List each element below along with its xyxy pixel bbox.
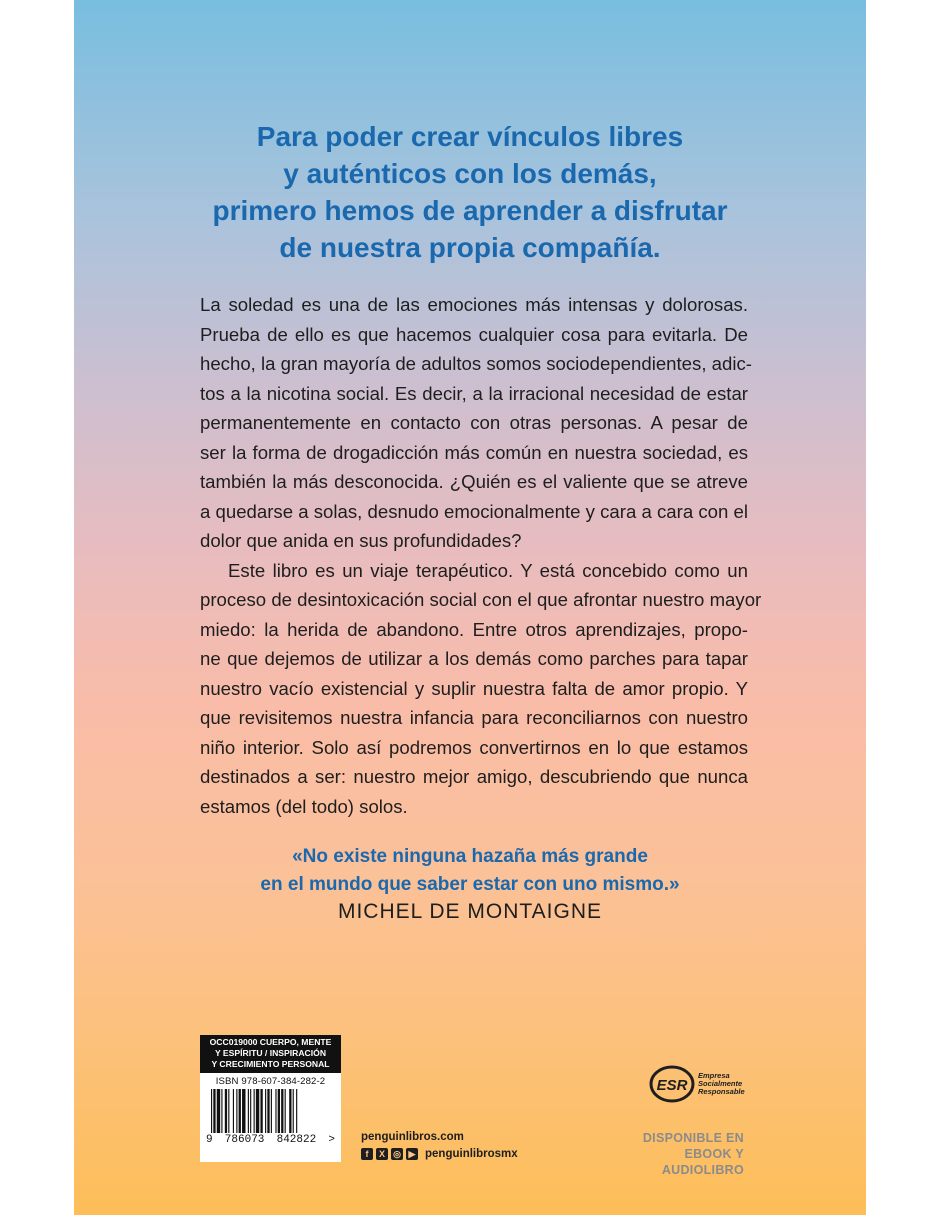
barcode-bar <box>293 1089 294 1133</box>
barcode-bar <box>296 1089 297 1133</box>
barcode-bar <box>213 1089 215 1133</box>
barcode-bar <box>265 1089 266 1133</box>
synopsis-line: niño interior. Solo así podremos convertirnos en lo que estamos <box>200 736 748 758</box>
synopsis-line: a quedarse a solas, desnudo emocionalmente y cara a cara con el <box>200 500 748 522</box>
synopsis-line: proceso de desintoxicación social con el que afrontar nuestro mayor <box>200 589 762 610</box>
availability-line: EBOOK Y AUDIOLIBRO <box>661 1147 744 1177</box>
barcode-bar <box>256 1089 259 1133</box>
synopsis-line: hecho, la gran mayoría de adultos somos sociodependientes, adic- <box>200 353 752 374</box>
bisac-category <box>200 1035 341 1073</box>
barcode-digit-group: 842822 <box>276 1134 317 1146</box>
cover-headline <box>74 118 866 266</box>
synopsis-line: dolor que anida en sus profundidades? <box>200 530 522 551</box>
esr-line: Responsable <box>698 1087 745 1096</box>
synopsis-line: La soledad es una de las emociones más intensas y dolorosas. <box>200 294 748 315</box>
synopsis-line: permanentemente en contacto con otras personas. A pesar de <box>200 412 748 433</box>
barcode-bar <box>254 1089 255 1133</box>
synopsis-line: también la más desconocida. ¿Quién es el valiente que se atreve <box>200 471 748 492</box>
synopsis-line: que revisitemos nuestra infancia para reconciliarnos con nuestro <box>200 707 748 728</box>
quote-line: en el mundo que saber estar con uno mismo.» <box>260 874 680 895</box>
isbn-label: ISBN 978-607-384-282-2 <box>215 1076 326 1087</box>
esr-logo-text: ESR <box>656 1077 688 1094</box>
barcode-bar <box>236 1089 237 1133</box>
synopsis-line: ne que dejemos de utilizar a los demás como parches para tapar <box>200 648 748 669</box>
category-line: Y ESPÍRITU / INSPIRACIÓN <box>214 1048 327 1058</box>
barcode-bar <box>211 1089 212 1133</box>
synopsis-line: tos a la nicotina social. Es decir, a la irracional necesidad de estar <box>200 382 748 404</box>
barcode-bar <box>260 1089 262 1133</box>
availability-line: DISPONIBLE EN <box>642 1131 744 1145</box>
quote-line: «No existe ninguna hazaña más grande <box>292 846 648 867</box>
youtube-icon[interactable]: ▶ <box>406 1148 418 1160</box>
barcode-digit-group: 786073 <box>224 1134 265 1146</box>
barcode-digit-group: 9 <box>206 1134 213 1146</box>
epigraph-quote <box>74 843 866 899</box>
esr-text <box>698 1072 745 1096</box>
barcode-digits <box>200 1134 341 1146</box>
barcode-bar <box>267 1089 269 1133</box>
facebook-icon[interactable]: f <box>361 1148 373 1160</box>
synopsis-line: Prueba de ello es que hacemos cualquier cosa para evitarla. De <box>200 323 748 345</box>
barcode-bar <box>281 1089 283 1133</box>
barcode-bar <box>225 1089 227 1133</box>
category-line: OCC019000 CUERPO, MENTE <box>209 1037 332 1047</box>
barcode-bar <box>278 1089 280 1133</box>
barcode-bar <box>242 1089 245 1133</box>
headline-line: y auténticos con los demás, <box>283 158 657 189</box>
barcode-bar <box>217 1089 220 1133</box>
quote-author: MICHEL DE MONTAIGNE <box>337 900 603 923</box>
barcode-bar <box>285 1089 286 1133</box>
barcode-digit-group: > <box>328 1134 335 1146</box>
headline-line: Para poder crear vínculos libres <box>256 121 684 152</box>
synopsis <box>200 290 762 821</box>
synopsis-line: destinados a ser: nuestro mejor amigo, descubriendo que nunca <box>200 766 748 787</box>
barcode-icon <box>207 1089 334 1133</box>
barcode-bar <box>250 1089 251 1133</box>
synopsis-line: nuestro vacío existencial y suplir nuestra falta de amor propio. Y <box>200 677 748 699</box>
esr-logo-icon <box>649 1064 695 1104</box>
barcode-bar <box>289 1089 291 1133</box>
barcode-bar <box>275 1089 276 1133</box>
availability-note <box>634 1130 744 1178</box>
category-line: Y CRECIMIENTO PERSONAL <box>211 1059 330 1069</box>
synopsis-line: estamos (del todo) solos. <box>200 795 408 817</box>
headline-line: de nuestra propia compañía. <box>279 232 661 263</box>
barcode-bar <box>239 1089 241 1133</box>
synopsis-line: miedo: la herida de abandono. Entre otros aprendizajes, propo- <box>200 618 748 640</box>
instagram-icon[interactable]: ◎ <box>391 1148 403 1160</box>
barcode-block <box>200 1035 341 1162</box>
barcode-bar <box>233 1089 234 1133</box>
headline-line: primero hemos de aprender a disfrutar <box>212 195 728 226</box>
x-icon[interactable]: X <box>376 1148 388 1160</box>
esr-line: Socialmente <box>698 1079 743 1088</box>
publisher-website[interactable]: penguinlibros.com <box>361 1131 464 1143</box>
barcode-bar <box>271 1089 272 1133</box>
barcode-bar <box>228 1089 229 1133</box>
barcode-bar <box>248 1089 249 1133</box>
esr-badge <box>649 1064 745 1104</box>
social-links <box>361 1148 518 1160</box>
synopsis-line: Este libro es un viaje terapéutico. Y está concebido como un <box>228 559 748 581</box>
barcode-bar <box>221 1089 222 1133</box>
book-back-cover <box>74 0 866 1215</box>
esr-line: Empresa <box>698 1071 730 1080</box>
synopsis-line: ser la forma de drogadicción más común en nuestra sociedad, es <box>200 441 748 463</box>
social-handle[interactable]: penguinlibrosmx <box>425 1148 518 1160</box>
